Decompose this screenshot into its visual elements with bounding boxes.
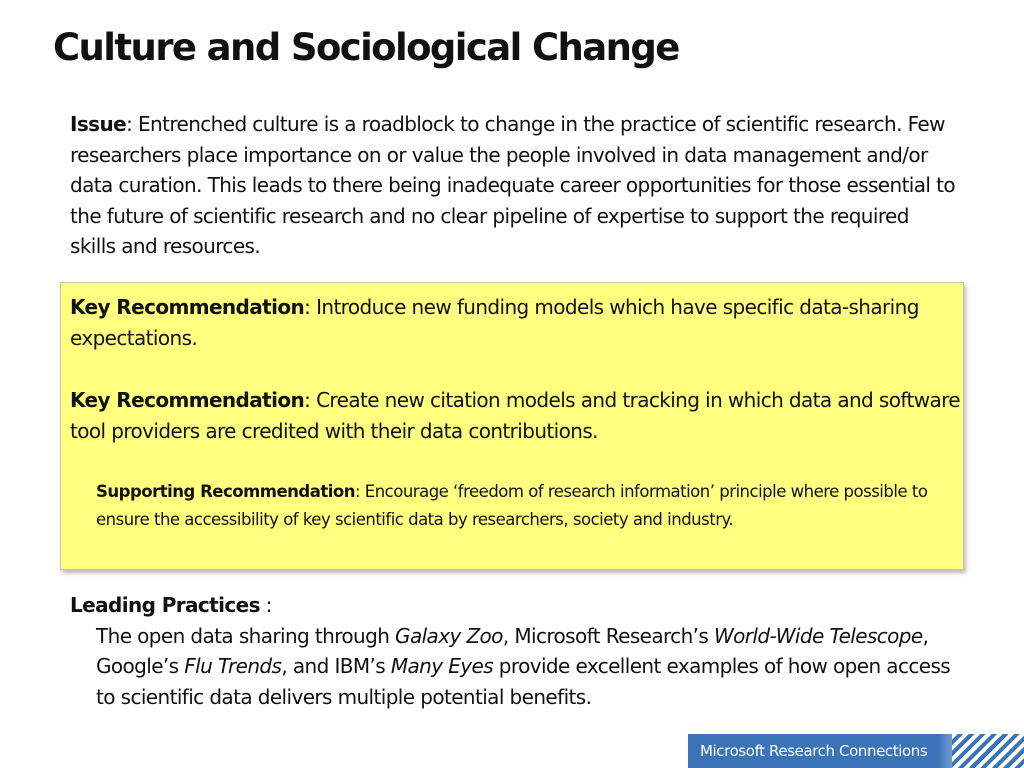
supporting-recommendation <box>96 478 968 533</box>
world-wide-telescope-name: World-Wide Telescope <box>714 623 923 648</box>
footer-stripes-fade <box>938 734 952 768</box>
footer-brand-label: Microsoft Research Connections <box>700 742 928 760</box>
key-recommendation-1 <box>70 292 964 354</box>
many-eyes-name: Many Eyes <box>390 654 494 678</box>
leading-text-3: , Google’s <box>96 623 929 678</box>
footer-stripes-graphic <box>952 734 1024 768</box>
leading-practices-heading <box>70 590 960 621</box>
galaxy-zoo-name: Galaxy Zoo <box>395 623 503 648</box>
leading-practices-body <box>70 621 956 713</box>
leading-practices-label-suffix: : <box>259 593 272 617</box>
issue-paragraph <box>70 109 960 262</box>
flu-trends-name: Flu Trends <box>184 654 282 678</box>
supporting-recommendation-label: Supporting Recommendation <box>96 482 355 501</box>
leading-text-1: The open data sharing through <box>96 623 396 648</box>
leading-text-5: provide excellent examples of how open access to scientific data delivers multiple potential benefits. <box>96 654 951 709</box>
leading-text-4: , and IBM’s <box>281 654 391 678</box>
key-recommendation-1-label: Key Recommendation <box>70 295 305 319</box>
key-recommendation-1-text: : Introduce new funding models which have specific data-sharing expectations. <box>70 295 919 350</box>
supporting-recommendation-text: : Encourage ‘freedom of research information’ principle where possible to ensure the accessibility of key scientific data by researchers, society and industry. <box>96 482 928 529</box>
slide-title: Culture and Sociological Change <box>53 26 679 69</box>
key-recommendation-2-label: Key Recommendation <box>70 388 305 412</box>
issue-text: : Entrenched culture is a roadblock to change in the practice of scientific research. Few researchers place importance on or value the people involved in data management and/or data curation. This leads to there being inadequate career opportunities for those essential to the future of scientific research and no clear pipeline of expertise to support the required skills and resources. <box>70 112 956 258</box>
footer-brand-bar <box>688 734 1024 768</box>
key-recommendation-2 <box>70 385 964 447</box>
key-recommendation-2-text: : Create new citation models and tracking in which data and software tool providers are credited with their data contributions. <box>70 388 961 443</box>
leading-text-2: , Microsoft Research’s <box>502 623 714 648</box>
leading-practices-label: Leading Practices <box>70 593 260 617</box>
leading-practices-section <box>70 590 960 712</box>
issue-section <box>70 109 960 262</box>
issue-label: Issue <box>70 112 127 136</box>
